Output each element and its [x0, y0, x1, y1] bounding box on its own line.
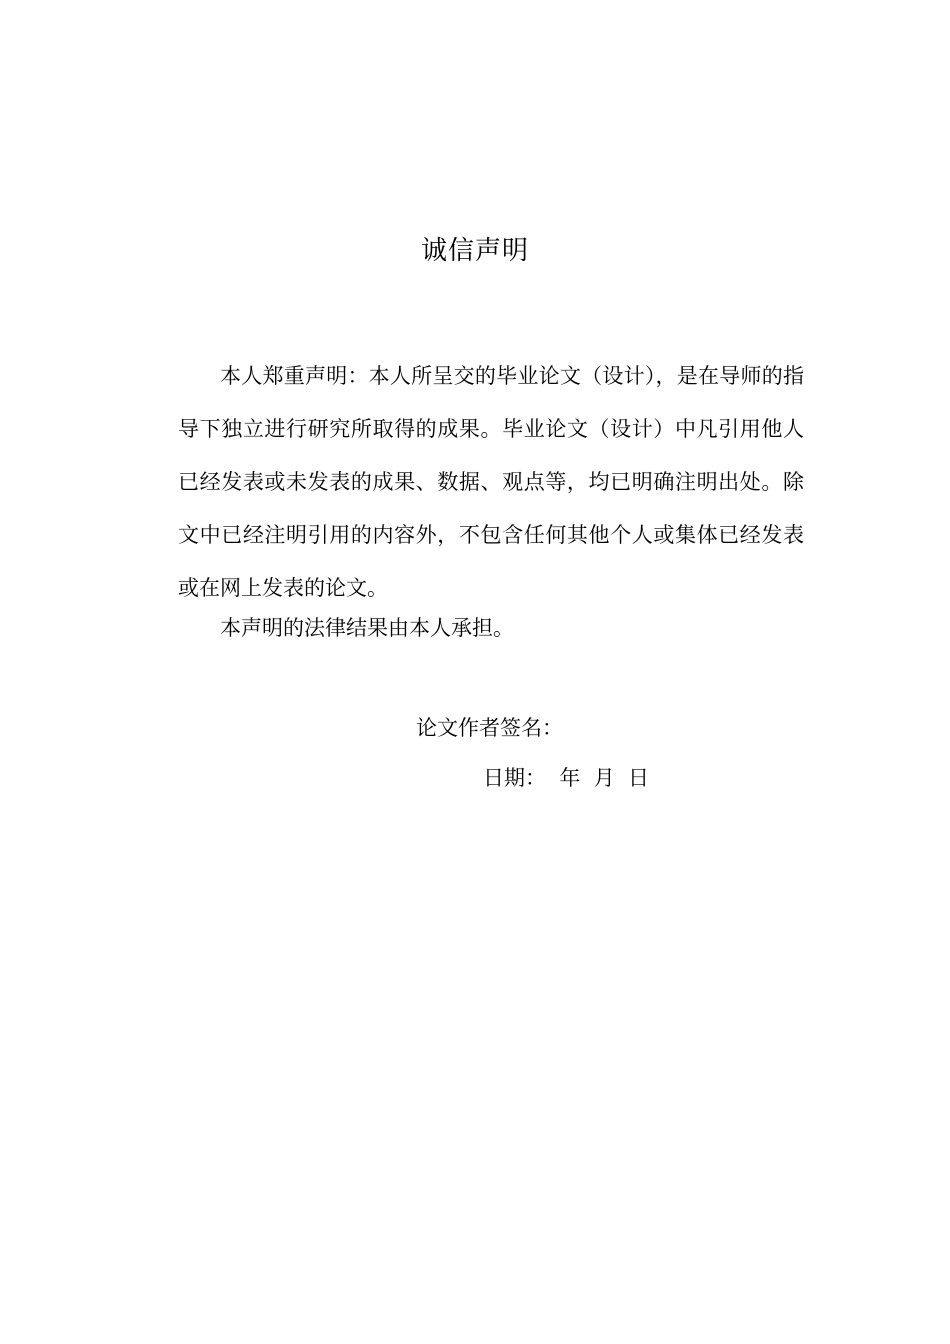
date-line: 日期： 年 月 日: [483, 766, 650, 790]
signature-label: 论文作者签名：: [416, 716, 563, 740]
page-title: 诚信声明: [420, 236, 529, 266]
declaration-paragraph: 本人郑重声明：本人所呈交的毕业论文（设计），是在导师的指导下独立进行研究所取得的成果。毕业论文（设计）中凡引用他人已经发表或未发表的成果、数据、观点等，均已明确注明出处。除文中已经注明引用的内容外，不包含任何其他个人或集体已经发表或在网上发表的论文。: [178, 364, 804, 600]
legal-statement: 本声明的法律结果由本人承担。: [220, 616, 514, 640]
